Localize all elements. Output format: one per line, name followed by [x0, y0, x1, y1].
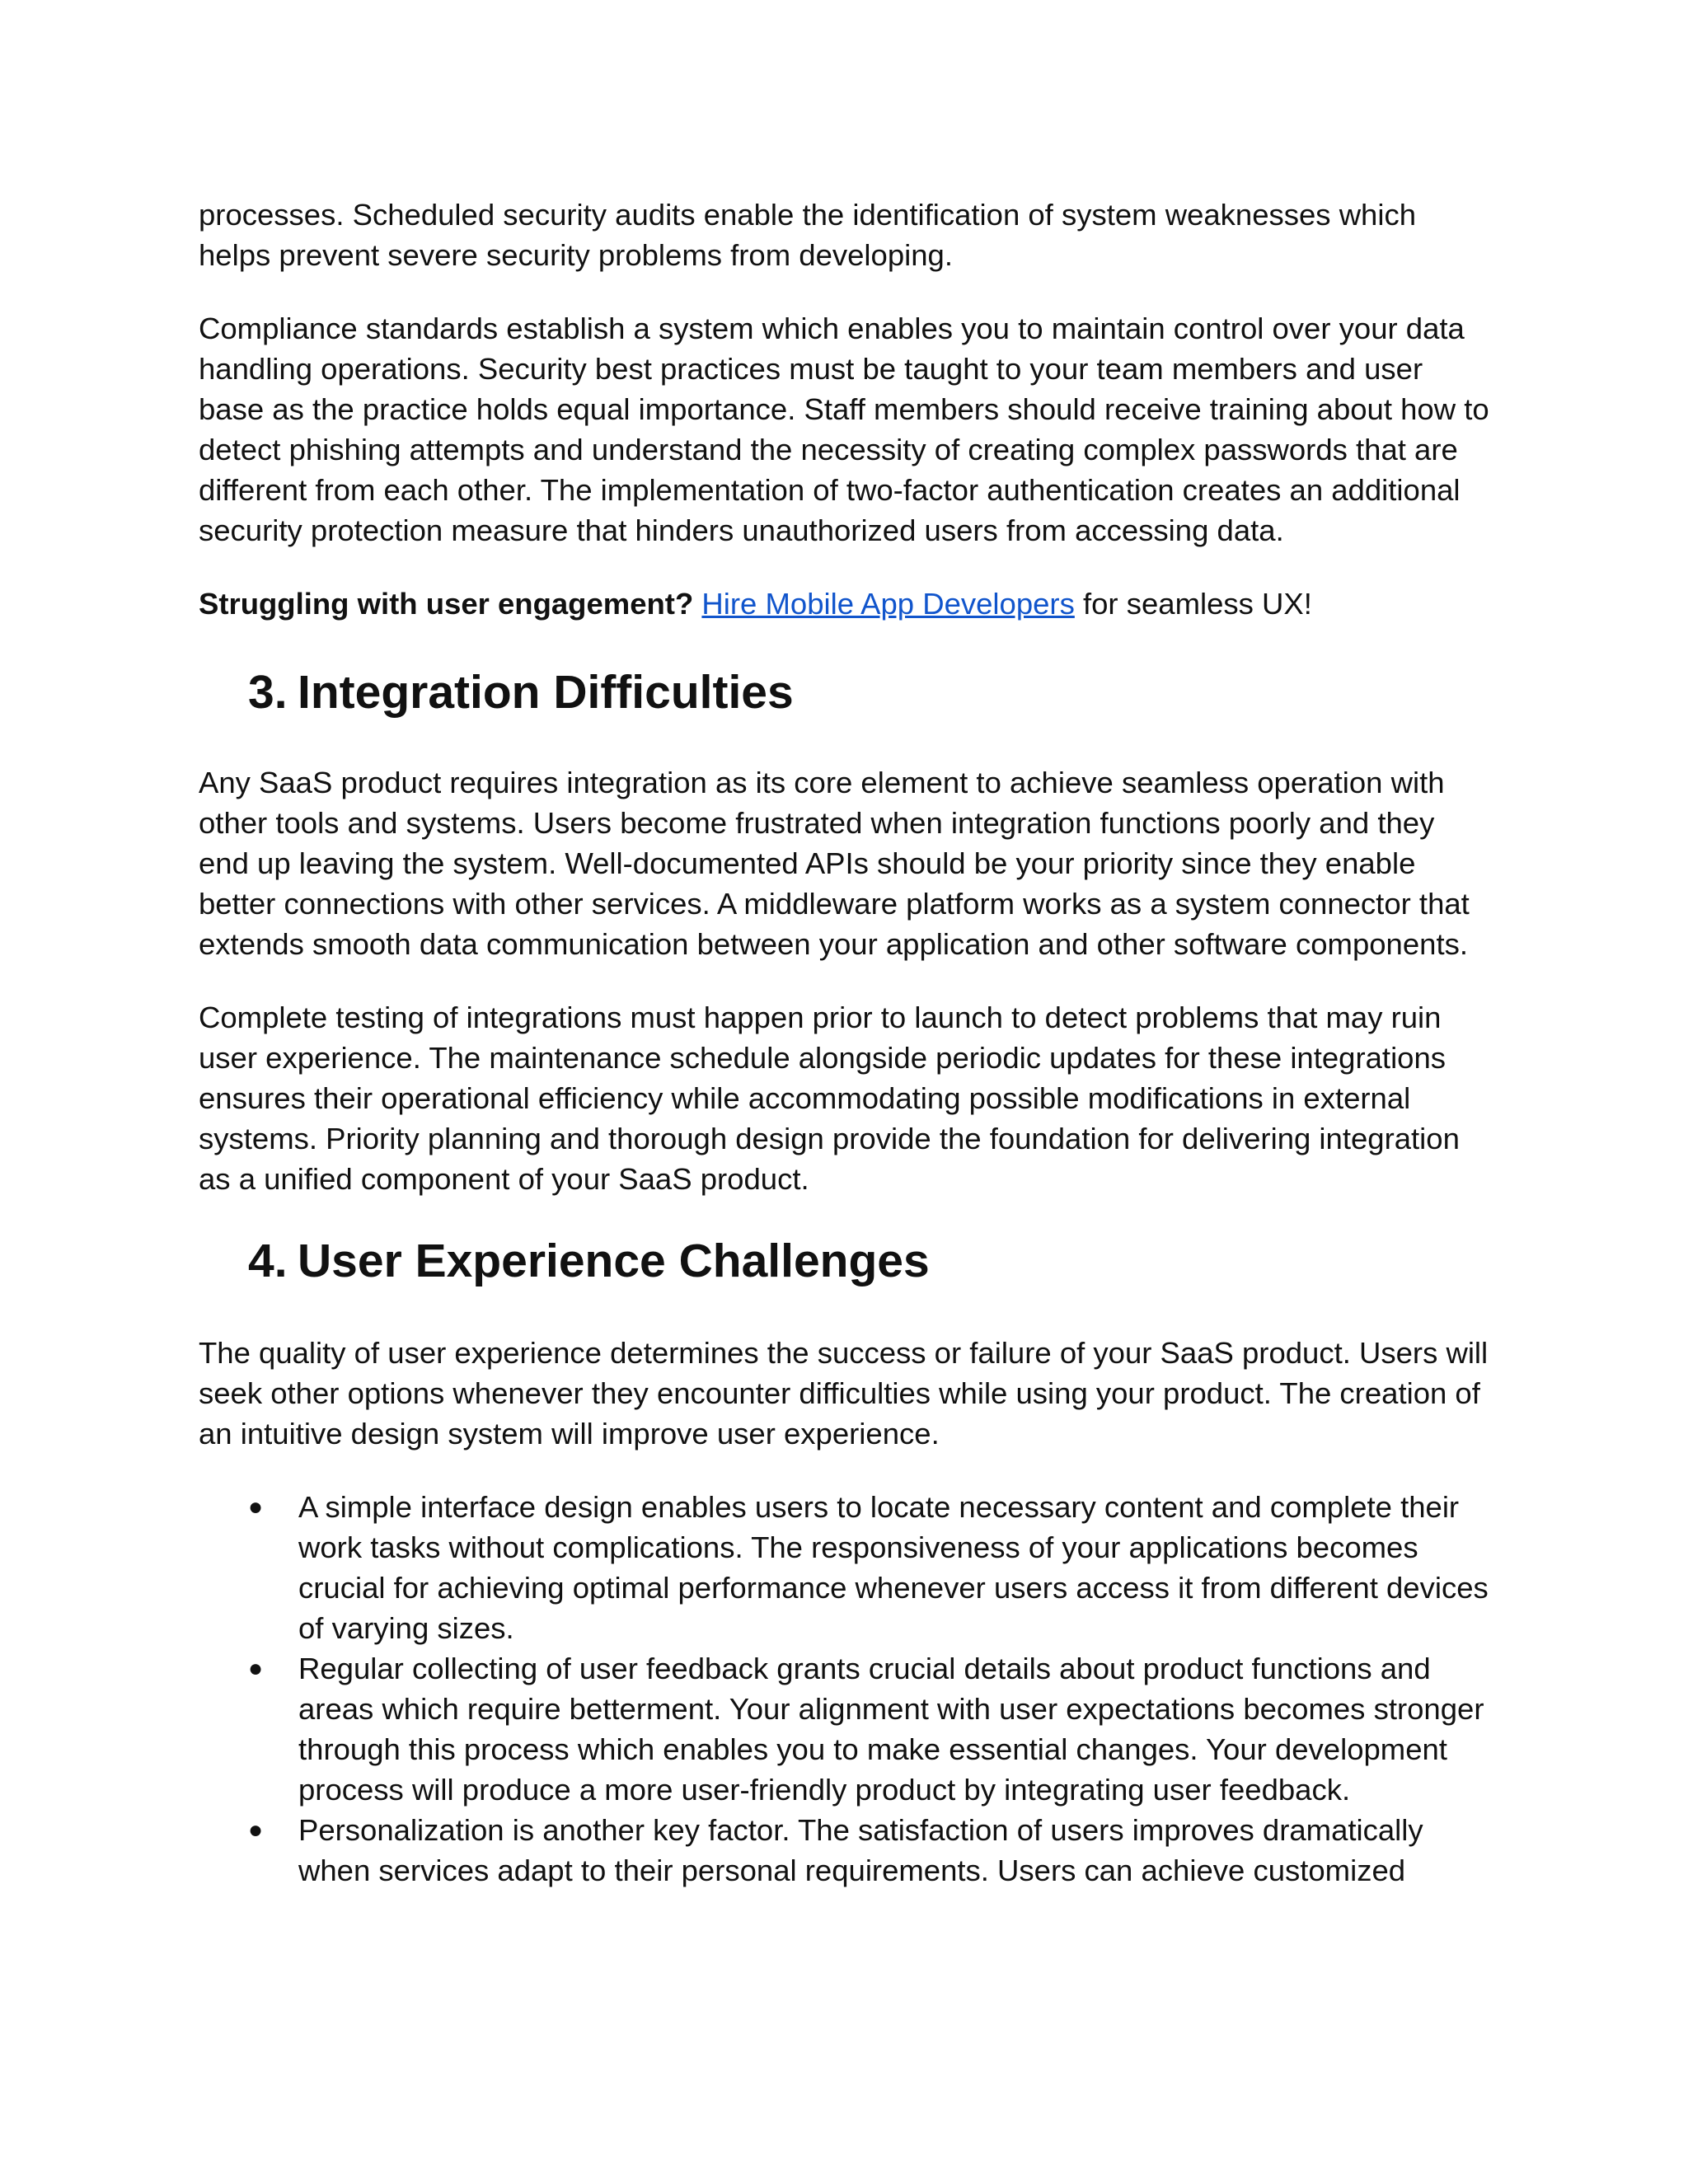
- heading-title: User Experience Challenges: [298, 1235, 930, 1287]
- list-item: [199, 1487, 1493, 1648]
- heading-number: 4.: [248, 1235, 288, 1287]
- paragraph-security-audits: processes. Scheduled security audits enable the identification of system weaknesses which helps prevent severe security problems from developing.: [199, 198, 1417, 272]
- cta-bold-text: Struggling with user engagement?: [199, 587, 694, 621]
- paragraph-integration-core: Any SaaS product requires integration as its core element to achieve seamless operation with other tools and systems. Users become frustrated when integration functions poorly and they end up leaving the system. Well-documented APIs should be your priority since they enable better connections with other services. A middleware platform works as a system connector that extends smooth data communication between your application and other software components.: [199, 766, 1470, 961]
- heading-number: 3.: [248, 666, 288, 719]
- paragraph-integration-testing: Complete testing of integrations must happen prior to launch to detect problems that may ruin user experience. The maintenance schedule alongside periodic updates for these integrations ensures their operational efficiency while accommodating possible modifications in external systems. Priority planning and thorough design provide the foundation for delivering integration as a unified component of your SaaS product.: [199, 1001, 1460, 1196]
- paragraph-compliance: Compliance standards establish a system which enables you to maintain control over your data handling operations. Security best practices must be taught to your team members and user base as the practice holds equal importance. Staff members should receive training about how to detect phishing attempts and understand the necessity of creating complex passwords that are different from each other. The implementation of two-factor authentication creates an additional security protection measure that hinders unauthorized users from accessing data.: [199, 312, 1489, 547]
- list-item-text: A simple interface design enables users to locate necessary content and complete their work tasks without complications. The responsiveness of your applications becomes crucial for achieving optimal performance whenever users access it from different devices of varying sizes.: [298, 1490, 1489, 1645]
- bullet-icon: ●: [248, 1655, 264, 1682]
- list-item: [199, 1810, 1493, 1891]
- heading-user-experience-challenges: [199, 1232, 1493, 1290]
- paragraph-cta: [199, 583, 1493, 624]
- bullet-icon: ●: [248, 1493, 264, 1521]
- list-item-text: Regular collecting of user feedback grants crucial details about product functions and areas which require betterment. Your alignment with user expectations becomes stronger through this process which enables you to make essential changes. Your development process will produce a more user-friendly product by integrating user feedback.: [298, 1652, 1484, 1807]
- paragraph-ux-quality: The quality of user experience determines the success or failure of your SaaS product. Users will seek other options whenever they encounter difficulties while using your product. The creation of an intuitive design system will improve user experience.: [199, 1336, 1489, 1451]
- heading-integration-difficulties: [199, 663, 1493, 721]
- document-page: [199, 194, 1493, 1891]
- hire-mobile-app-developers-link[interactable]: Hire Mobile App Developers: [701, 587, 1075, 621]
- bullet-icon: ●: [248, 1816, 264, 1844]
- bullet-list: [199, 1487, 1493, 1891]
- list-item: [199, 1648, 1493, 1810]
- heading-title: Integration Difficulties: [298, 666, 794, 719]
- list-item-text: Personalization is another key factor. The satisfaction of users improves dramatically when services adapt to their personal requirements. Users can achieve customized: [298, 1813, 1423, 1887]
- cta-rest-text: for seamless UX!: [1074, 587, 1312, 621]
